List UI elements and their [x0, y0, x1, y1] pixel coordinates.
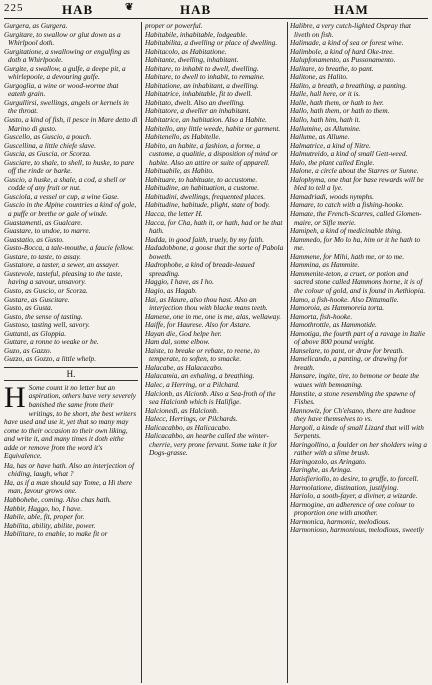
- dictionary-entry: Halone, a circle about the Starres or Sunne.: [290, 166, 419, 176]
- dictionary-entry: Halmatrice, a kind of Nitre.: [290, 140, 371, 150]
- dictionary-entry: Gurgite, a swallow, a gulfe, a deepe pit, a whirlepoole, a devouring gulfe.: [4, 63, 126, 82]
- dictionary-entry: Gusto-Bocca, a tale-mouthe, a faucie fellow.: [4, 243, 134, 253]
- dictionary-entry: Hanselare, to pant, or draw for breath.: [290, 345, 404, 355]
- dictionary-entry: Habitudine, habitude, plight, state of body.: [145, 200, 271, 210]
- dictionary-entry: Gustare, as Guscitare.: [4, 294, 70, 304]
- dictionary-entry: Ha, has or have hath. Also an interjection of chiding, laugh, what ?: [4, 460, 134, 479]
- dictionary-entry: Gusciola, a vessel or cup, a wine Gase.: [4, 191, 120, 201]
- dictionary-entry: Hadda, in good faith, truely, by my faith.: [145, 234, 264, 244]
- dictionary-entry: Gustevole, tasteful, pleasing to the taste, having a savour, unsavory.: [4, 268, 123, 287]
- dictionary-entry: Gustoso, tasting well, savory.: [4, 320, 90, 330]
- ornament-icon: ❦: [125, 2, 135, 13]
- dictionary-entry: Hamare, to catch with a fishing-hooke.: [290, 200, 404, 210]
- page-number: 225: [4, 2, 24, 14]
- headword-right: HAM: [334, 2, 369, 17]
- dictionary-entry: Gurgoglia, a wine or wood-worme that eateth grain.: [4, 80, 119, 99]
- column-rule: [287, 22, 288, 683]
- drop-cap: H: [4, 380, 26, 414]
- dictionary-entry: Haggio, I have, as I ho.: [145, 277, 214, 287]
- dictionary-entry: Hamelicando, a panting, or drawing for breath.: [290, 354, 408, 372]
- dictionary-entry: Ha, as if a man should say Tome, a Hi there man, favour grows one.: [4, 477, 132, 496]
- dictionary-entry: Guzzo, as Gozzo, a little whelp.: [4, 354, 97, 364]
- dictionary-entry: Hargoli, a kinde of small Lizard that will with Serpents.: [290, 422, 424, 441]
- entries-col2: [145, 22, 285, 458]
- dictionary-entry: Hadrophobe, a kind of breade-leaued spreading.: [145, 260, 255, 278]
- running-header: [4, 2, 428, 19]
- dictionary-entry: Habile, able, fit, proper for.: [4, 512, 85, 522]
- dictionary-entry: Habitatrice, an habitation. Also a Habite.: [145, 115, 267, 125]
- dictionary-entry: Halibre, a very cutch-lighted Ospray that liveth on fish.: [290, 22, 411, 39]
- dictionary-entry: Habitudini, dwellings, frequented places.: [145, 191, 266, 201]
- dictionary-entry: Hallumine, as Allumine.: [290, 123, 361, 133]
- dictionary-entry: Habitenello, as Habitelle.: [145, 132, 221, 142]
- dictionary-entry: Halacamia, an exhaling, a breathing.: [145, 371, 255, 381]
- dictionary-entry: Haringhe, as Aringa.: [290, 465, 352, 475]
- dictionary-entry: Halle, hall here, or it is.: [290, 89, 361, 99]
- dictionary-entry: Halupfonamento, as Pussonamento.: [290, 55, 396, 65]
- dictionary-entry: Halitone, as Halito.: [290, 72, 348, 82]
- dictionary-entry: Harmonica, harmonic, melodious.: [290, 516, 391, 526]
- dictionary-entry: Harmonioso, harmonious, melodious, sweetly: [290, 525, 424, 535]
- dictionary-entry: Hamate, the French-Scarres, called Glomen-maire, or Sifle merie.: [290, 209, 422, 227]
- dictionary-entry: Harmolatione, distination, justifying.: [290, 482, 399, 492]
- dictionary-entry: Hallo, hath them, or hath to them.: [290, 106, 390, 116]
- dictionary-entry: Gurgera, as Gurgera.: [4, 22, 68, 30]
- dictionary-entry: Halmutreido, a kind of small Gett-weed.: [290, 149, 408, 159]
- column-2: [145, 22, 285, 683]
- dictionary-entry: Halle, hath them, or hath to her.: [290, 97, 384, 107]
- dictionary-entry: Guscia, as Guscia, or Scorza.: [4, 149, 91, 159]
- dictionary-entry: Habitacolo, as Habitatione.: [145, 46, 227, 56]
- dictionary-entry: Hallume, as Allume.: [290, 132, 350, 142]
- dictionary-entry: Gurgullirsi, swellings, angels or kernels in the throat.: [4, 97, 129, 116]
- dictionary-entry: Guastamenti, as Gualcare.: [4, 217, 83, 227]
- headword-center: HAB: [180, 2, 212, 17]
- headword-left: HAB: [62, 2, 94, 17]
- dictionary-entry: Habitatione, an inhabitant, a dwelling.: [145, 80, 259, 90]
- dictionary-entry: Halito, a breath, a breathing, a panting.: [290, 80, 408, 90]
- dictionary-entry: Halcionedi, as Halcionb.: [145, 405, 219, 415]
- dictionary-entry: Habitatrice, inhabitable, fit to dwell.: [145, 89, 253, 99]
- dictionary-entry: Halicacabbo, as Halicacabo.: [145, 422, 231, 432]
- dictionary-entry: Habitabilita, a dwelling or place of dwelling.: [145, 38, 278, 48]
- dictionary-entry: Habituabile, as Habito.: [145, 166, 214, 176]
- dictionary-entry: Habilitare, to enable, to make fit or: [4, 529, 108, 539]
- dictionary-entry: Guttare, a ronne to weake or be.: [4, 337, 99, 347]
- column-rule: [141, 22, 142, 683]
- dictionary-entry: Hariolo, a sooth-fayer, a diviner, a wizarde.: [290, 491, 418, 501]
- dictionary-entry: Guscello, as Guscio, a pouch.: [4, 132, 92, 142]
- dictionary-entry: Gustare, to taste, to assay.: [4, 251, 81, 261]
- dictionary-entry: Gurgitatione, a swallowing or engulfing as doth a Whirlpoole.: [4, 46, 130, 65]
- dictionary-entry: Habitello, any little weede, habite or garment.: [145, 123, 281, 133]
- column-1: [4, 22, 138, 683]
- dictionary-entry: Hammene, for Mihi, hath me, or to me.: [290, 251, 405, 261]
- dictionary-entry: Haringozolo, as Aringato.: [290, 456, 367, 466]
- dictionary-entry: Halacabe, as Halacacabo.: [145, 362, 223, 372]
- dictionary-entry: Habilita, ability, abilite, power.: [4, 520, 96, 530]
- dictionary-entry: Gusto, a kind of fish, il pesce in Mare detto di Marino di gusto.: [4, 115, 138, 133]
- dictionary-entry: Habbir, Haggo, ho, I have.: [4, 503, 83, 513]
- dictionary-entry: Gustatore, a taster, a sewer, an assayer.: [4, 260, 120, 270]
- dictionary-entry: Hamoroia, as Hammoreia torta.: [290, 303, 385, 313]
- dictionary-entry: Hamadriadi, woods nymphs.: [290, 191, 374, 201]
- dictionary-entry: Hammenite-teton, a cruet, or potion and sacred stone called Hammons horne, it is of the colour of gold, and is found in Aethiopia.: [290, 268, 426, 295]
- dictionary-entry: Hacca, the letter H.: [145, 209, 203, 219]
- dictionary-entry: Halophyma, one that for base rewards will be bled to tell a lye.: [290, 174, 424, 193]
- dictionary-entry: Halimade, a kind of sea or forest wine.: [290, 38, 404, 48]
- dictionary-entry: Hamipeh, a kind of medicinable thing.: [290, 226, 403, 236]
- dictionary-entry: Halo, the plant called Engle.: [290, 157, 375, 167]
- dictionary-entry: Habitante, dwelling, inhabitant.: [145, 55, 239, 65]
- dictionary-entry: Habitare, to inhabit to dwell, dwelling.: [145, 63, 259, 73]
- dictionary-entry: Hamotiga, the fourth part of a ravage in Italie of above 800 pound weight.: [290, 328, 426, 347]
- dictionary-entry: Gusto, as Gusta.: [4, 303, 53, 313]
- dictionary-entry: Haiffe, for Haurese. Also for Astare.: [145, 320, 251, 330]
- dictionary-entry: Hamene, one in me, one is me, alas, wellaway.: [145, 311, 281, 321]
- dictionary-entry: Hadadobbone, a goose that the sorte of Pabola boweth.: [145, 243, 284, 261]
- intro-text: Some count it no letter but an aspiration, others have very severely banished the same from their writings, to be short, the best writers have used and use it, yet that so many may come to their occasion to their own liking, and write it, and many times it doth eithe adde or remove from the word it's Equivalence.: [4, 382, 137, 461]
- dictionary-entry: Habitare, to dwell to inhabit, to remaine.: [145, 72, 265, 82]
- dictionary-entry: Hayan die, God helpe her.: [145, 328, 222, 338]
- dictionary-entry: Gusto, the sense of tasting.: [4, 311, 83, 321]
- entries-col3: [290, 22, 428, 535]
- dictionary-entry: Hagio, as Hagab.: [145, 285, 197, 295]
- section-heading-h: H.: [4, 367, 138, 381]
- entries-g: [4, 22, 138, 364]
- dictionary-entry: Guzo, as Gazzo.: [4, 345, 52, 355]
- dictionary-entry: Hannowiz, for Ch'elsano, there are hadnoe they have themselves to vs.: [290, 405, 416, 424]
- section-intro: [4, 380, 138, 461]
- dictionary-entry: Haiste, to breake or rebate, to reene, to temperate, to soften, to smacke.: [145, 345, 260, 364]
- dictionary-entry: Habituare, to habituate, to accustome.: [145, 174, 258, 184]
- dictionary-entry: Ham dal, some elbow.: [145, 337, 210, 347]
- dictionary-entry: Harmogine, an adherence of one colour to proportion one with another.: [290, 499, 415, 518]
- dictionary-entry: Habbohebe, coming. Also chas hath.: [4, 494, 112, 504]
- dictionary-entry: proper or powerful.: [145, 22, 203, 30]
- dictionary-entry: Hansare, ingite, tire, to bemone or beate the waues with bemoaning.: [290, 371, 420, 389]
- dictionary-entry: Hamorta, fish-hooke.: [290, 311, 353, 321]
- dictionary-entry: Halimbole, a kind of hard Oke-tree.: [290, 46, 395, 56]
- column-3: [290, 22, 428, 683]
- entries-h: [4, 462, 138, 539]
- dictionary-entry: Guttanti, as Gloppia.: [4, 328, 67, 338]
- dictionary-entry: Guscio, a huske, a shale, a cod, a shell or codde of any fruit or nut.: [4, 174, 126, 193]
- dictionary-entry: Hallo, hath him, hath it.: [290, 115, 361, 125]
- dictionary-entry: Hatisfieriollo, to desire, to gruffe, to forcell.: [290, 473, 419, 483]
- dictionary-entry: Hamo, a fish-hooke. Also Dittamalle.: [290, 294, 399, 304]
- dictionary-entry: Habitato, dwelt. Also an dwelling.: [145, 97, 245, 107]
- dictionary-entry: Hamothrottle, as Hammotide.: [290, 320, 377, 330]
- dictionary-entry: Habitudine, an habituation, a custome.: [145, 183, 260, 193]
- dictionary-entry: Guastatio, as Gusto.: [4, 234, 65, 244]
- dictionary-entry: Gusciare, to shale, to shell, to huske, to pare off the rinde or barke.: [4, 157, 134, 176]
- dictionary-entry: Hacca, for Cha, hath it, or hath, had or he that hath.: [145, 217, 283, 236]
- dictionary-entry: Habito, an habite, a fashion, a forme, a custome, a qualitie, a disposition of mind or habite. Also an attire or suite of apparell.: [145, 140, 278, 167]
- dictionary-entry: Habitabile, inhabitable, lodgeable.: [145, 29, 248, 39]
- dictionary-entry: Hanstite, a stone resembling the spawne of Fishes.: [290, 388, 416, 407]
- dictionary-entry: Halicacabbo, an hearbe called the winter-cherrie, very prone fervant. Some take it for Dogs-grasse.: [145, 431, 277, 458]
- dictionary-entry: Halecc, Herrings, or Pilchards.: [145, 414, 238, 424]
- dictionary-entry: Hai, as Haure, also thou hast. Also an interjection thou with blacke mans teeth.: [145, 294, 268, 313]
- dictionary-entry: Halec, a Herring, or a Pilchard.: [145, 379, 240, 389]
- dictionary-entry: Guscellina, a little chiefe slave.: [4, 140, 96, 150]
- dictionary-entry: Hammedo, for Mo lo ha, him or it he hath to me.: [290, 234, 421, 253]
- dictionary-entry: Hammina, as Hammite.: [290, 260, 360, 270]
- dictionary-entry: Haringollino, a foulder on her sholders wing a rather with a slime brush.: [290, 439, 428, 458]
- dictionary-entry: Gurgitare, to swallow or glut down as a Whirlpool doth.: [4, 29, 121, 48]
- dictionary-entry: Habitatore, a dweller an inhabitant.: [145, 106, 251, 116]
- dictionary-entry: Guscio in the Alpine countries a kind of gole, a puffe or brethe or gale of winde.: [4, 200, 137, 219]
- dictionary-entry: Halcionb, as Alcionb. Also a Sea-froth of the sea Halcionb which is Halifige.: [145, 388, 276, 407]
- dictionary-entry: Halitare, to breathe, to pant.: [290, 63, 374, 73]
- dictionary-entry: Gusto, as Guscio, or Scorza.: [4, 285, 88, 295]
- dictionary-entry: Guastare, to undoe, to marre.: [4, 226, 91, 236]
